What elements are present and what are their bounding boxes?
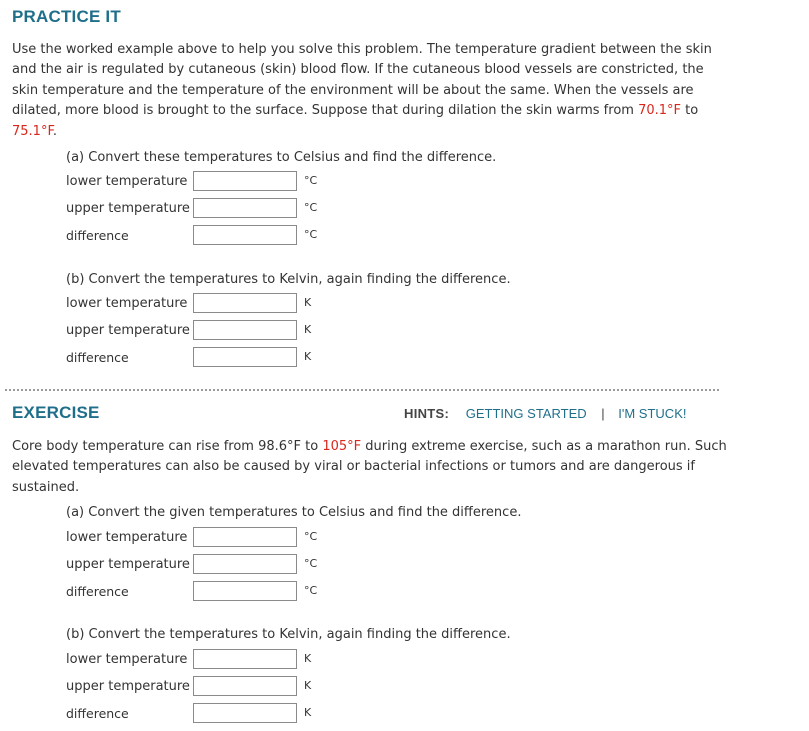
practice-a-difference-celsius-input[interactable] — [193, 225, 297, 245]
unit-label: K — [304, 679, 312, 692]
exercise-heading: EXERCISE — [12, 403, 100, 422]
exercise-b-upper-kelvin-input[interactable] — [193, 676, 297, 696]
unit-label: K — [304, 706, 312, 719]
field-label: upper temperature — [66, 557, 190, 572]
im-stuck-link[interactable]: I'M STUCK! — [618, 406, 687, 421]
practice-heading: PRACTICE IT — [12, 7, 121, 26]
field-label: difference — [66, 350, 129, 365]
exercise-a-lower-celsius-input[interactable] — [193, 527, 297, 547]
unit-label: K — [304, 296, 312, 309]
practice-b-lower-row — [66, 293, 366, 315]
exercise-b-lower-kelvin-input[interactable] — [193, 649, 297, 669]
practice-temp-low: 70.1°F — [638, 103, 682, 119]
practice-temp-high: 75.1°F — [12, 123, 53, 139]
exercise-b-difference-kelvin-input[interactable] — [193, 703, 297, 723]
exercise-a-difference-row — [66, 581, 366, 603]
exercise-temp-high: 105°F — [322, 439, 362, 454]
exercise-text-pre: Core body temperature can rise from 98.6°F to — [12, 439, 319, 454]
exercise-b-upper-row — [66, 676, 366, 698]
hints-label: HINTS: — [404, 406, 450, 421]
exercise-a-lower-row — [66, 527, 366, 549]
practice-a-lower-row — [66, 171, 366, 193]
unit-label: K — [304, 652, 312, 665]
section-divider — [5, 389, 719, 391]
unit-label: K — [304, 323, 312, 336]
practice-a-upper-row — [66, 198, 366, 220]
practice-part-a-prompt: (a) Convert these temperatures to Celsius and find the difference. — [66, 150, 497, 165]
practice-b-upper-row — [66, 320, 366, 342]
exercise-part-a-prompt: (a) Convert the given temperatures to Celsius and find the difference. — [66, 505, 522, 520]
unit-label: °C — [304, 530, 318, 543]
unit-label: °C — [304, 584, 318, 597]
field-label: difference — [66, 706, 129, 721]
unit-label: °C — [304, 557, 318, 570]
exercise-b-lower-row — [66, 649, 366, 671]
field-label: difference — [66, 584, 129, 599]
field-label: lower temperature — [66, 174, 188, 189]
practice-part-b-prompt: (b) Convert the temperatures to Kelvin, again finding the difference. — [66, 272, 511, 287]
unit-label: K — [304, 350, 312, 363]
exercise-text-post: during extreme exercise, such as a marathon run. Such elevated temperatures can also be caused by viral or bacterial infections or tumors and are dangerous if sustained. — [12, 439, 727, 495]
practice-b-difference-kelvin-input[interactable] — [193, 347, 297, 367]
field-label: difference — [66, 228, 129, 243]
unit-label: °C — [304, 174, 318, 187]
practice-b-lower-kelvin-input[interactable] — [193, 293, 297, 313]
practice-b-difference-row — [66, 347, 366, 369]
field-label: upper temperature — [66, 323, 190, 338]
practice-a-upper-celsius-input[interactable] — [193, 198, 297, 218]
exercise-problem-text — [12, 437, 732, 498]
practice-intro: Use the worked example above to help you solve this problem. The temperature gradient between the skin and the air is regulated by cutaneous (skin) blood flow. If the cutaneous blood vessels are constricted, the skin temperature and the temperature of the environment will be about the same. When the vessels are dilated, more blood is brought to the surface. Suppose that during dilation the skin warms from — [12, 42, 712, 119]
hints-separator: | — [601, 406, 605, 421]
field-label: lower temperature — [66, 296, 188, 311]
field-label: upper temperature — [66, 679, 190, 694]
exercise-b-difference-row — [66, 703, 366, 725]
unit-label: °C — [304, 201, 318, 214]
exercise-a-upper-celsius-input[interactable] — [193, 554, 297, 574]
practice-a-lower-celsius-input[interactable] — [193, 171, 297, 191]
unit-label: °C — [304, 228, 318, 241]
practice-problem-text — [12, 40, 732, 142]
practice-end-punct: . — [52, 123, 57, 139]
field-label: lower temperature — [66, 652, 188, 667]
exercise-a-difference-celsius-input[interactable] — [193, 581, 297, 601]
exercise-part-b-prompt: (b) Convert the temperatures to Kelvin, again finding the difference. — [66, 627, 511, 642]
field-label: upper temperature — [66, 201, 190, 216]
field-label: lower temperature — [66, 530, 188, 545]
exercise-a-upper-row — [66, 554, 366, 576]
practice-a-difference-row — [66, 225, 366, 247]
practice-b-upper-kelvin-input[interactable] — [193, 320, 297, 340]
getting-started-link[interactable]: GETTING STARTED — [465, 406, 587, 421]
hints-bar — [404, 406, 686, 421]
practice-to-word: to — [685, 103, 699, 119]
